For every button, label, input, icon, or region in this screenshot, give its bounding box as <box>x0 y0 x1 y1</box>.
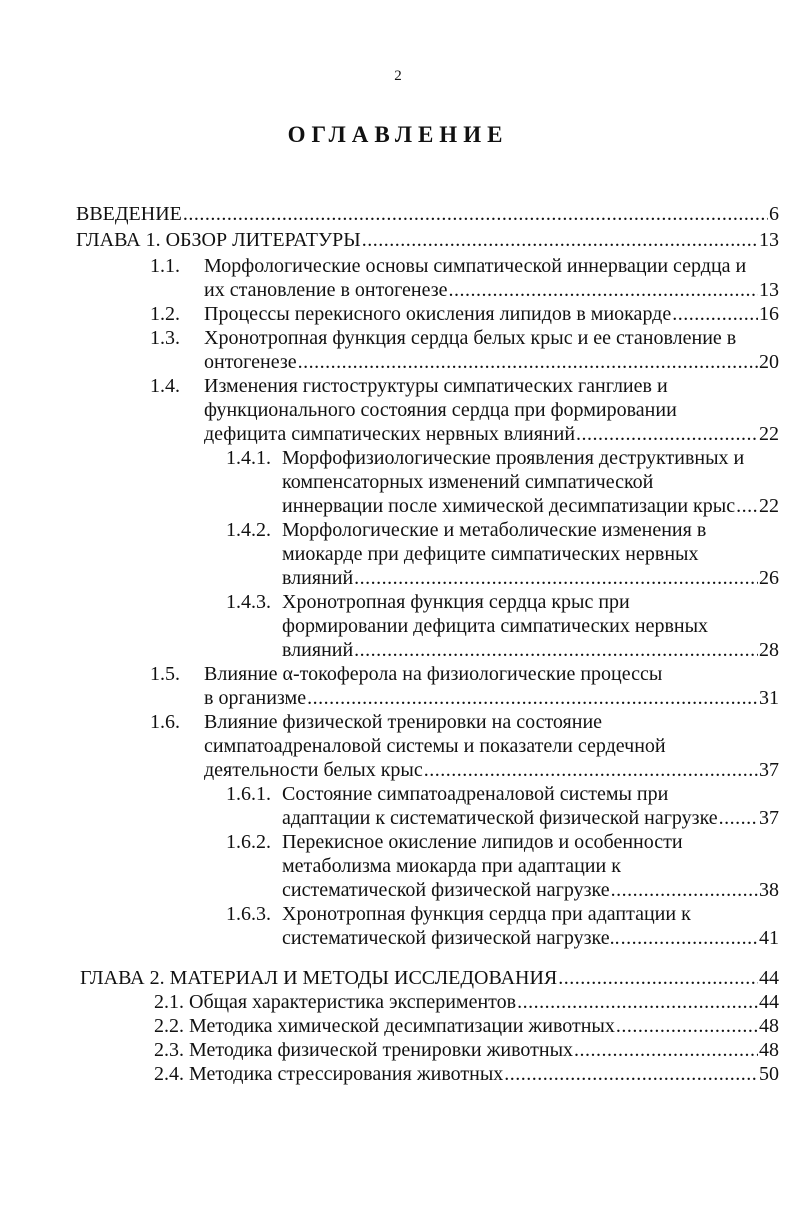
toc-entry-title: 2.1. Общая характеристика экспериментов <box>154 991 517 1013</box>
toc-entry-text: миокарде при дефиците симпатических нервных <box>282 543 699 565</box>
toc-entry-row[interactable] <box>154 1014 779 1038</box>
toc-page-number: 37 <box>759 807 779 829</box>
toc-entry-text: Хронотропная функция сердца белых крыс и ее становление в <box>204 327 737 349</box>
toc-entry-text: Хронотропная функция сердца крыс при <box>282 591 630 613</box>
toc-entry-text: метаболизма миокарда при адаптации к <box>282 855 621 877</box>
toc-page-number: 48 <box>759 1015 779 1037</box>
toc-entry-row[interactable] <box>204 758 779 782</box>
toc-dot-leader <box>298 350 758 374</box>
toc-dot-leader <box>183 202 768 226</box>
toc-entry-number: 1.6.1. <box>226 783 271 805</box>
toc-page-number: 6 <box>769 203 779 225</box>
toc-entry-row[interactable] <box>76 202 779 226</box>
toc-dot-leader <box>672 302 758 326</box>
toc-dot-leader <box>616 1014 758 1038</box>
toc-entry-number: 1.6. <box>150 711 180 733</box>
toc-entry-number: 1.4.3. <box>226 591 271 613</box>
toc-entry-title: 2.3. Методика физической тренировки животных <box>154 1039 574 1061</box>
page-title: ОГЛАВЛЕНИЕ <box>287 122 509 147</box>
toc-page-number: 26 <box>759 567 779 589</box>
toc-entry-title: влияний <box>282 639 354 661</box>
toc-entry-text: Перекисное окисление липидов и особенности <box>282 831 683 853</box>
toc-entry-number: 1.6.2. <box>226 831 271 853</box>
toc-page-number: 28 <box>759 639 779 661</box>
toc-entry-row[interactable] <box>154 1038 779 1062</box>
toc-entry-text: Влияние физической тренировки на состояние <box>204 711 603 733</box>
toc-entry-title: систематической физической нагрузке <box>282 879 610 901</box>
toc-entry-text: Морфологические и метаболические изменения в <box>282 519 707 541</box>
toc-dot-leader <box>576 422 758 446</box>
toc-dot-leader <box>424 758 758 782</box>
toc-entry-title: адаптации к систематической физической нагрузке <box>282 807 718 829</box>
toc-entry-row[interactable] <box>204 278 779 302</box>
toc-entry-text: Изменения гистоструктуры симпатических ганглиев и <box>204 375 668 397</box>
toc-entry-title: Процессы перекисного окисления липидов в миокарде <box>204 303 672 325</box>
toc-dot-leader <box>574 1038 758 1062</box>
toc-entry-row[interactable] <box>282 566 779 590</box>
toc-entry-number: 1.2. <box>150 303 180 325</box>
toc-page-number: 16 <box>759 303 779 325</box>
toc-entry-title: 2.2. Методика химической десимпатизации животных <box>154 1015 615 1037</box>
toc-entry-row[interactable] <box>154 1062 779 1086</box>
toc-entry-text: функционального состояния сердца при формировании <box>204 399 677 421</box>
toc-dot-leader <box>517 990 758 1014</box>
toc-page-number: 13 <box>759 279 779 301</box>
toc-entry-title: дефицита симпатических нервных влияний <box>204 423 576 445</box>
toc-entry-title: ВВЕДЕНИЕ <box>76 203 182 225</box>
toc-entry-row[interactable] <box>204 302 779 326</box>
toc-dot-leader <box>611 878 758 902</box>
toc-page-number: 44 <box>759 991 779 1013</box>
toc-entry-title: влияний <box>282 567 354 589</box>
toc-dot-leader <box>736 494 758 518</box>
toc-entry-number: 1.1. <box>150 255 180 277</box>
toc-entry-title: онтогенезе <box>204 351 297 373</box>
toc-page-number: 20 <box>759 351 779 373</box>
toc-entry-title: иннервации после химической десимпатизации крыс <box>282 495 736 517</box>
toc-page-number: 22 <box>759 423 779 445</box>
toc-dot-leader <box>354 566 758 590</box>
toc-entry-title: 2.4. Методика стрессирования животных <box>154 1063 504 1085</box>
toc-entry-row[interactable] <box>282 494 779 518</box>
toc-page-number: 31 <box>759 687 779 709</box>
toc-dot-leader <box>354 638 758 662</box>
toc-entry-row[interactable] <box>80 966 779 990</box>
toc-entry-text: Хронотропная функция сердца при адаптации к <box>282 903 691 925</box>
toc-entry-number: 1.6.3. <box>226 903 271 925</box>
toc-dot-leader <box>449 278 758 302</box>
toc-entry-title: ГЛАВА 1. ОБЗОР ЛИТЕРАТУРЫ <box>76 229 361 251</box>
toc-dot-leader <box>504 1062 758 1086</box>
toc-entry-text: Морфофизиологические проявления деструктивных и <box>282 447 745 469</box>
toc-entry-row[interactable] <box>76 228 779 252</box>
toc-entry-text: Состояние симпатоадреналовой системы при <box>282 783 669 805</box>
toc-entry-number: 1.4.2. <box>226 519 271 541</box>
toc-entry-number: 1.4.1. <box>226 447 271 469</box>
toc-page-number: 22 <box>759 495 779 517</box>
toc-page-number: 50 <box>759 1063 779 1085</box>
toc-entry-text: симпатоадреналовой системы и показатели сердечной <box>204 735 666 757</box>
toc-entry-row[interactable] <box>204 686 779 710</box>
toc-dot-leader <box>362 228 758 252</box>
toc-entry-title: систематической физической нагрузке.. <box>282 927 620 949</box>
toc-entry-row[interactable] <box>282 878 779 902</box>
toc-entry-number: 1.5. <box>150 663 180 685</box>
toc-dot-leader <box>307 686 758 710</box>
toc-page-number: 41 <box>759 927 779 949</box>
toc-entry-row[interactable] <box>282 638 779 662</box>
toc-entry-row[interactable] <box>282 806 779 830</box>
toc-page-number: 38 <box>759 879 779 901</box>
toc-entry-text: формировании дефицита симпатических нервных <box>282 615 709 637</box>
toc-entry-row[interactable] <box>204 350 779 374</box>
toc-entry-title: деятельности белых крыс <box>204 759 423 781</box>
toc-page-number: 48 <box>759 1039 779 1061</box>
toc-entry-title: их становление в онтогенезе <box>204 279 448 301</box>
toc-dot-leader <box>719 806 758 830</box>
toc-entry-text: Морфологические основы симпатической иннервации сердца и <box>204 255 747 277</box>
toc-entry-row[interactable] <box>204 422 779 446</box>
page-number: 2 <box>394 68 402 84</box>
toc-page-number: 13 <box>759 229 779 251</box>
toc-dot-leader <box>621 926 758 950</box>
toc-entry-number: 1.3. <box>150 327 180 349</box>
toc-entry-row[interactable] <box>282 926 779 950</box>
toc-entry-title: в организме <box>204 687 307 709</box>
toc-page-number: 37 <box>759 759 779 781</box>
toc-entry-text: Влияние α-токоферола на физиологические процессы <box>204 663 663 685</box>
toc-entry-text: компенсаторных изменений симпатической <box>282 471 654 493</box>
toc-dot-leader <box>558 966 758 990</box>
toc-entry-title: ГЛАВА 2. МАТЕРИАЛ И МЕТОДЫ ИССЛЕДОВАНИЯ <box>80 967 558 989</box>
toc-page-number: 44 <box>759 967 779 989</box>
toc-entry-row[interactable] <box>154 990 779 1014</box>
toc-entry-number: 1.4. <box>150 375 180 397</box>
